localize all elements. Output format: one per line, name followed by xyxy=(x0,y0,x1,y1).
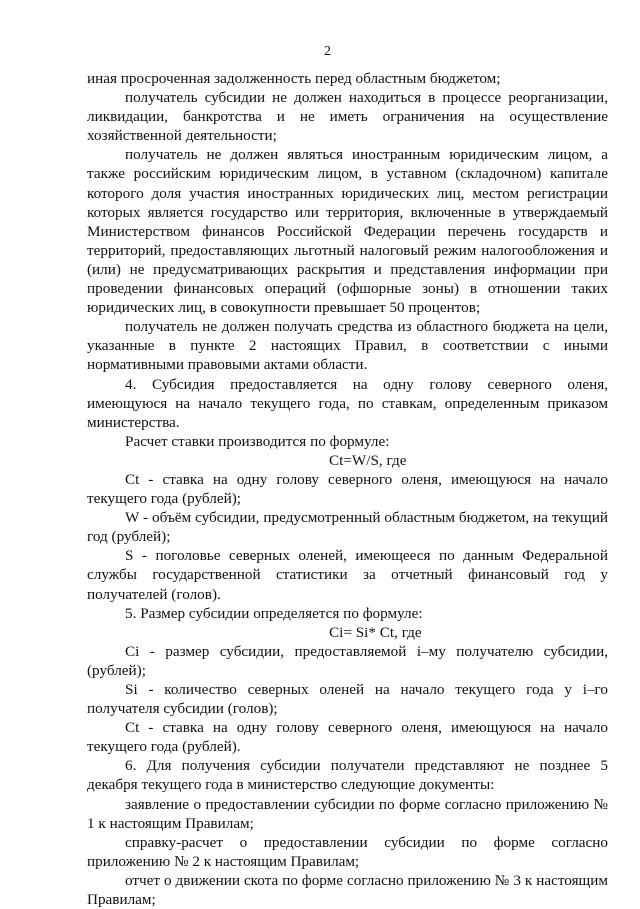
paragraph-section-4: 4. Субсидия предоставляется на одну голову северного оленя, имеющуюся на начало текущего года, по ставкам, определенным приказом министерства. xyxy=(87,375,608,431)
definition-si: Si - количество северных оленей на начало текущего года у i–го получателя субсидии (голов); xyxy=(87,681,608,718)
list-item-livestock-report: отчет о движении скота по форме согласно приложению № 3 к настоящим Правилам; xyxy=(87,871,608,909)
list-item-calculation-certificate: справку-расчет о предоставлении субсидии по форме согласно приложению № 2 к настоящим Правилам; xyxy=(87,833,608,870)
paragraph-not-foreign-entity: получатель не должен являться иностранным юридическим лицом, а также российским юридическим лицом, в уставном (складочном) капитале которого доля участия иностранных юридических лиц, местом регистрации которых является государство или территория, включенные в утверждаемый Министерством финансов Российской Федерации перечень государств и территорий, предоставляющих льготный налоговый режим налогообложения и (или) не предусматривающих раскрытия и представления информации при проведении финансовых операций (офшорные зоны) в отношении таких юридических лиц, в совокупности превышает 50 процентов; xyxy=(87,146,608,317)
paragraph-rate-formula-intro: Расчет ставки производится по формуле: xyxy=(125,432,390,450)
paragraph-no-reorganization: получатель субсидии не должен находиться в процессе реорганизации, ликвидации, банкротства и не иметь ограничения на осуществление хозяйственной деятельности; xyxy=(87,89,608,145)
formula-subsidy-size: Ci= Si* Ct, где xyxy=(329,623,422,641)
paragraph-overdue-debt: иная просроченная задолженность перед областным бюджетом; xyxy=(87,70,501,87)
paragraph-section-6: 6. Для получения субсидии получатели представляют не позднее 5 декабря текущего года в министерство следующие документы: xyxy=(87,757,608,794)
paragraph-no-other-funds: получатель не должен получать средства из областного бюджета на цели, указанные в пункте 2 настоящих Правил, в соответствии с иными нормативными правовыми актами области. xyxy=(87,318,608,374)
page-number: 2 xyxy=(324,44,331,59)
definition-w: W - объём субсидии, предусмотренный областным бюджетом, на текущий год (рублей); xyxy=(87,509,608,546)
definition-s: S - поголовье северных оленей, имеющееся по данным Федеральной службы государственной статистики за отчетный финансовый год у получателей (голов). xyxy=(87,547,608,603)
definition-ct-repeat: Ct - ставка на одну голову северного оленя, имеющуюся на начало текущего года (рублей). xyxy=(87,719,608,756)
paragraph-section-5: 5. Размер субсидии определяется по формуле: xyxy=(125,604,423,622)
formula-rate: Ct=W/S, где xyxy=(329,451,407,469)
list-item-application: заявление о предоставлении субсидии по форме согласно приложению № 1 к настоящим Правилам; xyxy=(87,795,608,832)
definition-ct: Ct - ставка на одну голову северного оленя, имеющуюся на начало текущего года (рублей); xyxy=(87,470,608,508)
definition-ci: Ci - размер субсидии, предоставляемой i–му получателю субсидии, (рублей); xyxy=(87,642,608,679)
